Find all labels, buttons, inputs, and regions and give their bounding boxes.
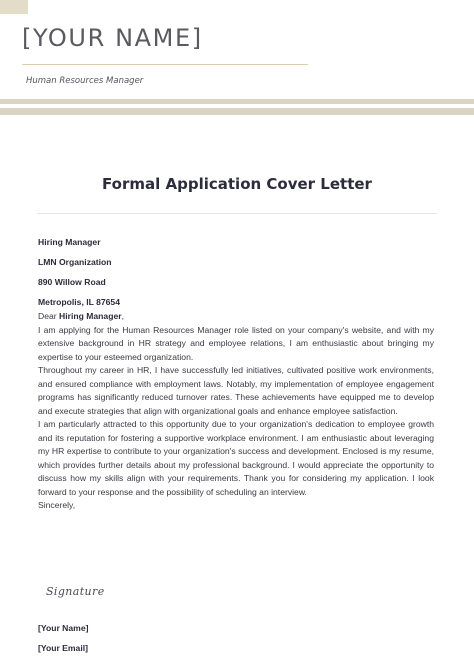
document-title: Formal Application Cover Letter [102,175,372,193]
applicant-job-title: Human Resources Manager [26,76,144,86]
letter-paragraph: I am particularly attracted to this opportunity due to your organization's dedication to employee growth and its reputation for fostering a supportive workplace environment. I am enthusiastic about leveraging my HR expertise to contribute to your organization's success and development. Enclosed is my resume, which provides further details about my professional background. I would appreciate the opportunity to discuss how my skills align with your requirements. Thank you for considering my application. I look forward to your response and the possibility of scheduling an interview. [38,419,434,497]
handwritten-signature: Signature [46,585,105,598]
recipient-street: 890 Willow Road [38,277,106,287]
name-underline [22,64,308,65]
recipient-city: Metropolis, IL 87654 [38,297,120,307]
letter-body [38,310,434,513]
recipient-name: Hiring Manager [38,237,101,247]
header-band-bottom [0,108,474,115]
sender-name: [Your Name] [38,623,89,633]
header-band-top [0,99,474,104]
recipient-organization: LMN Organization [38,257,112,267]
letter-greeting [38,310,434,324]
title-divider [37,213,437,214]
sender-email: [Your Email] [38,643,88,653]
letter-paragraph: Throughout my career in HR, I have successfully led initiatives, cultivated positive work environments, and ensured compliance with employment laws. Notably, my implementation of employee engagement programs has significantly reduced turnover rates. These achievements have equipped me to develop and execute strategies that align with organizational goals and enhance employee satisfaction. [38,365,434,416]
greeting-name: Hiring Manager [59,311,122,321]
greeting-word: Dear [38,311,57,321]
letter-paragraph: I am applying for the Human Resources Manager role listed on your company's website, and with my extensive background in HR strategy and employee relations, I am enthusiastic about bringing my expertise to your esteemed organization. [38,324,434,362]
corner-decoration [0,0,28,14]
applicant-name-heading: [YOUR NAME] [22,24,203,52]
letter-closing: Sincerely, [38,500,76,510]
greeting-punct: , [121,311,124,321]
